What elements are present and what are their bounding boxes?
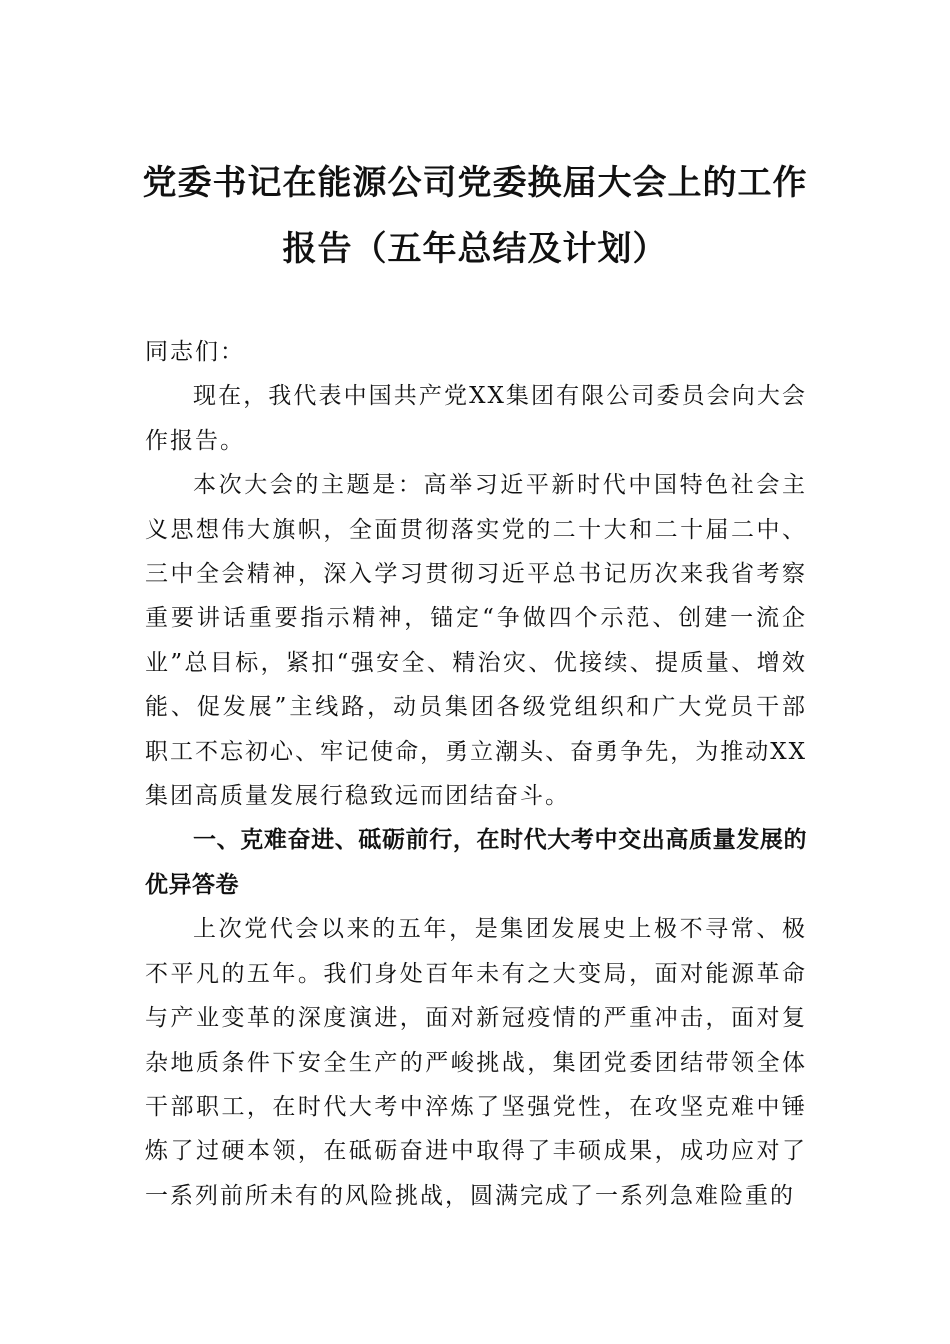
document-title: 党委书记在能源公司党委换届大会上的工作报告（五年总结及计划） <box>142 163 808 269</box>
section-paragraph: 上次党代会以来的五年，是集团发展史上极不寻常、极不平凡的五年。我们身处百年未有之大变局，面对能源革命与产业变革的深度演进，面对新冠疫情的严重冲击，面对复杂地质条件下安全生产的严峻挑战，集团党委团结带领全体干部职工，在时代大考中淬炼了坚强党性，在攻坚克难中锤炼了过硬本领，在砥砺奋进中取得了丰硕成果，成功应对了一系列前所未有的风险挑战，圆满完成了一系列急难险重的 <box>145 916 807 1209</box>
salutation: 同志们： <box>145 339 245 365</box>
paragraph-theme: 本次大会的主题是：高举习近平新时代中国特色社会主义思想伟大旗帜，全面贯彻落实党的二十大和二十届二中、三中全会精神，深入学习贯彻习近平总书记历次来我省考察重要讲话重要指示精神，锚定“争做四个示范、创建一流企业”总目标，紧扣“强安全、精治灾、优接续、提质量、增效能、促发展”主线路，动员集团各级党组织和广大党员干部职工不忘初心、牢记使命，勇立潮头、奋勇争先，为推动XX集团高质量发展行稳致远而团结奋斗。 <box>145 472 807 810</box>
document-body <box>145 330 807 1218</box>
section-heading: 一、克难奋进、砥砺前行，在时代大考中交出高质量发展的优异答卷 <box>145 827 807 898</box>
paragraph-intro: 现在，我代表中国共产党XX集团有限公司委员会向大会作报告。 <box>145 383 807 454</box>
